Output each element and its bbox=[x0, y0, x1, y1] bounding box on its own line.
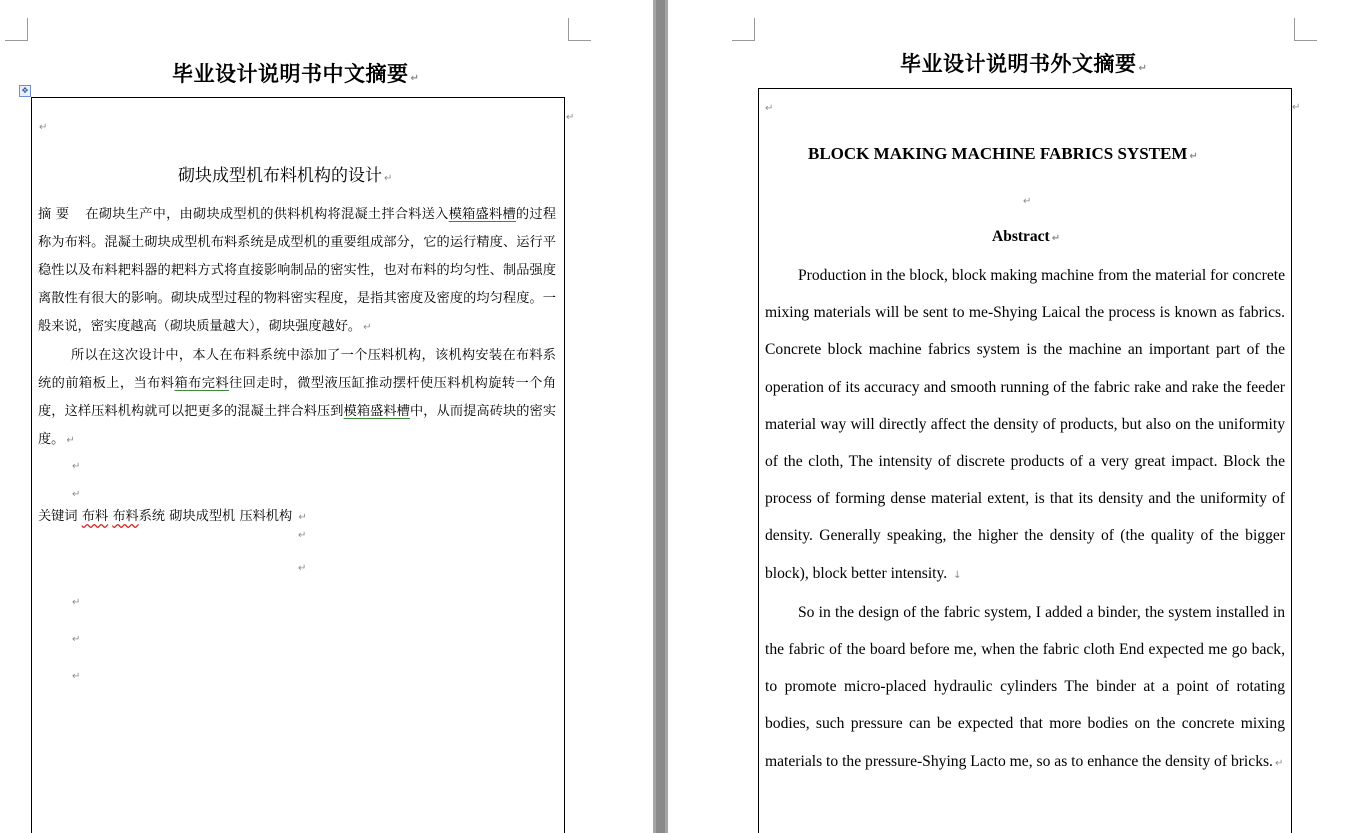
cell-end-mark: ↵ bbox=[566, 112, 575, 123]
page-title: 毕业设计说明书外文摘要 ↵ bbox=[900, 51, 1148, 76]
en-title: BLOCK MAKING MACHINE FABRICS SYSTEM ↵ bbox=[808, 144, 1198, 163]
paragraph-mark: ↵ bbox=[72, 671, 81, 682]
table-move-handle-icon[interactable]: ✥ bbox=[19, 85, 31, 97]
cn-paragraph-2: 所以在这次设计中，本人在布料系统中添加了一个压料机构，该机构安装在布料系统的前箱板上，当布料箱布完料往回走时，微型液压缸推动摆杆使压料机构旋转一个角度，这样压料机构就可以把更多的混凝土拌合料压到模箱盛料槽中，从而提高砖块的密实度。 ↵ bbox=[38, 348, 557, 447]
keywords-line: 关键词 布料 布料系统 砌块成型机 压料机构 ↵ bbox=[38, 509, 307, 524]
paragraph-mark: ↵ bbox=[298, 530, 307, 541]
en-paragraph-2: So in the design of the fabric system, I added a binder, the system installed in the fabric of the board before me, when the fabric cloth End expected me go back, to promote micro-placed hydraulic cylinders The binder at a point of rotating bodies, such pressure can be expected that more bodies on the concrete mixing materials to the pressure-Shying Lacto me, so as to enhance the density of bricks. ↵ bbox=[765, 603, 1285, 770]
en-paragraph-1: Production in the block, block making machine from the material for concrete mixing materials will be sent to me-Shying Laical the process is known as fabrics. Concrete block machine fabrics system is the machine an important part of the operation of its accuracy and smooth running of the fabric rake and rake the feeder material way will directly affect the density of products, but also on the uniformity of the cloth, The intensity of discrete products of a very great impact. Block the process of forming dense material extent, is that its density and the uniformity of density. Generally speaking, the higher the density of (the quality of the bigger block), block better intensity. ↓ bbox=[765, 267, 1285, 582]
abstract-heading: Abstract ↵ bbox=[992, 228, 1061, 245]
page-corner-mark bbox=[1294, 18, 1317, 41]
paragraph-mark: ↵ bbox=[72, 597, 81, 608]
paragraph-mark: ↵ bbox=[1023, 196, 1032, 207]
cn-subtitle: 砌块成型机布料机构的设计 ↵ bbox=[178, 166, 393, 186]
page-corner-mark bbox=[732, 18, 755, 41]
page-corner-mark bbox=[5, 18, 28, 41]
page-title: 毕业设计说明书中文摘要 ↵ bbox=[172, 61, 420, 86]
paragraph-mark: ↵ bbox=[72, 489, 81, 500]
cn-paragraph-1: 摘 要 在砌块生产中，由砌块成型机的供料机构将混凝土拌合料送入模箱盛料槽的过程称为布料。混凝土砌块成型机布料系统是成型机的重要组成部分，它的运行精度、运行平稳性以及布料耙料器的耙料方式将直接影响制品的密实性，也对布料的均匀性、制品强度离散性有很大的影响。砌块成型过程的物料密实程度，是指其密度及密度的均匀程度。一般来说，密实度越高（砌块质量越大），砌块强度越好。 ↵ bbox=[38, 207, 557, 334]
paragraph-mark: ↵ bbox=[72, 634, 81, 645]
cell-end-mark: ↵ bbox=[1292, 102, 1301, 113]
page-corner-mark bbox=[568, 18, 591, 41]
paragraph-mark: ↵ bbox=[39, 122, 48, 133]
page-gutter bbox=[653, 0, 668, 833]
paragraph-mark: ↵ bbox=[765, 103, 774, 114]
paragraph-mark: ↵ bbox=[72, 461, 81, 472]
left-page bbox=[0, 0, 653, 833]
en-abstract-body bbox=[765, 257, 1285, 782]
right-page bbox=[668, 0, 1356, 833]
cn-abstract-body bbox=[38, 201, 556, 455]
paragraph-mark: ↵ bbox=[298, 563, 307, 574]
